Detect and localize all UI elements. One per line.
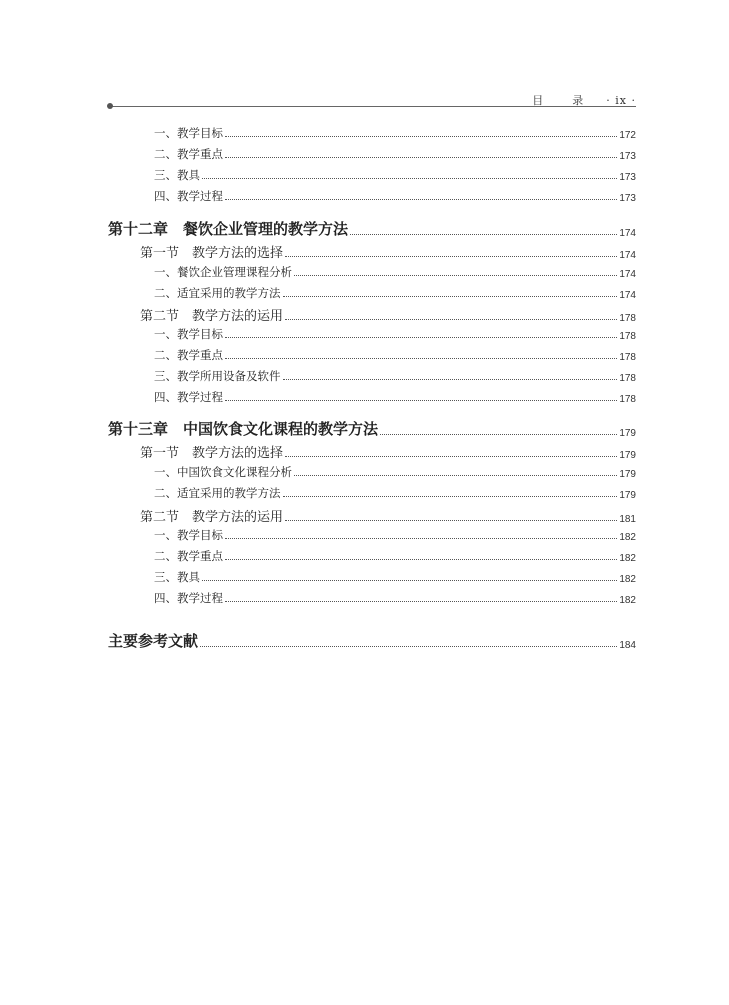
toc-page-number: 182 <box>619 553 636 564</box>
toc-title: 二、教学重点 <box>154 348 223 362</box>
toc-item[interactable] <box>108 347 636 363</box>
toc-page-number: 172 <box>619 130 636 141</box>
toc-leader <box>225 400 617 401</box>
toc-chapter[interactable] <box>108 218 636 239</box>
toc-page-number: 181 <box>619 514 636 525</box>
toc-title: 第十三章 中国饮食文化课程的教学方法 <box>108 420 379 438</box>
toc-title: 第一节 教学方法的选择 <box>140 446 284 461</box>
toc-item[interactable] <box>108 464 636 480</box>
toc-page-number: 179 <box>619 490 636 501</box>
toc-section[interactable] <box>108 305 636 324</box>
toc-leader <box>225 157 617 158</box>
header-title-b: 录 <box>572 94 585 107</box>
toc-title: 主要参考文献 <box>108 632 199 650</box>
toc-page-number: 174 <box>619 269 636 280</box>
toc-leader <box>225 601 617 602</box>
toc-title: 一、教学目标 <box>154 528 223 542</box>
toc-page-number: 179 <box>619 450 636 461</box>
toc-leader <box>285 520 617 521</box>
page-header <box>108 90 636 110</box>
toc-leader <box>380 434 617 435</box>
toc-page-number: 179 <box>619 469 636 480</box>
toc-page-number: 173 <box>619 151 636 162</box>
toc-title: 一、中国饮食文化课程分析 <box>154 465 292 479</box>
toc-leader <box>294 275 617 276</box>
toc-leader <box>283 296 618 297</box>
toc-title: 二、教学重点 <box>154 147 223 161</box>
toc-title: 第二节 教学方法的运用 <box>140 309 284 324</box>
toc-item[interactable] <box>108 146 636 162</box>
toc-page-number: 178 <box>619 313 636 324</box>
toc-leader <box>200 646 617 647</box>
toc-section[interactable] <box>108 506 636 525</box>
toc-page-number: 174 <box>619 290 636 301</box>
toc-leader <box>202 580 617 581</box>
toc-page-number: 178 <box>619 352 636 363</box>
toc-title: 三、教学所用设备及软件 <box>154 369 281 383</box>
toc-leader <box>285 319 617 320</box>
toc-page-number: 173 <box>619 193 636 204</box>
toc-leader <box>225 199 617 200</box>
toc-item[interactable] <box>108 389 636 405</box>
toc-page-number: 179 <box>619 428 636 439</box>
toc-title: 四、教学过程 <box>154 390 223 404</box>
toc-page-number: 182 <box>619 532 636 543</box>
toc-leader <box>285 456 617 457</box>
toc-leader <box>225 538 617 539</box>
toc-title: 三、教具 <box>154 570 200 584</box>
toc-title: 一、教学目标 <box>154 126 223 140</box>
toc-leader <box>202 178 617 179</box>
toc-title: 二、教学重点 <box>154 549 223 563</box>
toc-item[interactable] <box>108 485 636 501</box>
toc-item[interactable] <box>108 264 636 280</box>
toc-chapter[interactable] <box>108 630 636 651</box>
toc-page-number: 174 <box>619 228 636 239</box>
toc-item[interactable] <box>108 285 636 301</box>
toc-chapter[interactable] <box>108 418 636 439</box>
toc-item[interactable] <box>108 527 636 543</box>
toc-page-number: 184 <box>619 640 636 651</box>
toc-item[interactable] <box>108 167 636 183</box>
toc-page-number: 174 <box>619 250 636 261</box>
toc-title: 第十二章 餐饮企业管理的教学方法 <box>108 220 349 238</box>
toc-title: 一、餐饮企业管理课程分析 <box>154 265 292 279</box>
toc-item[interactable] <box>108 548 636 564</box>
toc-item[interactable] <box>108 125 636 141</box>
header-page-number: · ix · <box>606 94 636 107</box>
toc-item[interactable] <box>108 569 636 585</box>
toc-leader <box>283 496 618 497</box>
toc-page-number: 178 <box>619 373 636 384</box>
header-text <box>532 92 636 108</box>
toc-page-number: 178 <box>619 394 636 405</box>
toc-title: 一、教学目标 <box>154 327 223 341</box>
toc-leader <box>225 358 617 359</box>
toc-leader <box>225 559 617 560</box>
toc-title: 四、教学过程 <box>154 189 223 203</box>
toc-leader <box>285 256 617 257</box>
toc-item[interactable] <box>108 326 636 342</box>
toc-item[interactable] <box>108 188 636 204</box>
toc-title: 第二节 教学方法的运用 <box>140 510 284 525</box>
toc-leader <box>350 234 617 235</box>
toc-section[interactable] <box>108 442 636 461</box>
toc-title: 二、适宜采用的教学方法 <box>154 286 281 300</box>
toc-title: 四、教学过程 <box>154 591 223 605</box>
toc-title: 第一节 教学方法的选择 <box>140 246 284 261</box>
toc-leader <box>294 475 617 476</box>
header-title-a: 目 <box>532 94 545 107</box>
toc-leader <box>225 136 617 137</box>
toc-title: 三、教具 <box>154 168 200 182</box>
toc-leader <box>225 337 617 338</box>
toc-item[interactable] <box>108 368 636 384</box>
toc-page-number: 178 <box>619 331 636 342</box>
toc-page-number: 182 <box>619 595 636 606</box>
toc-section[interactable] <box>108 242 636 261</box>
toc-page-number: 173 <box>619 172 636 183</box>
header-dot <box>107 103 113 109</box>
toc-page-number: 182 <box>619 574 636 585</box>
toc-leader <box>283 379 618 380</box>
toc-title: 二、适宜采用的教学方法 <box>154 486 281 500</box>
toc-item[interactable] <box>108 590 636 606</box>
